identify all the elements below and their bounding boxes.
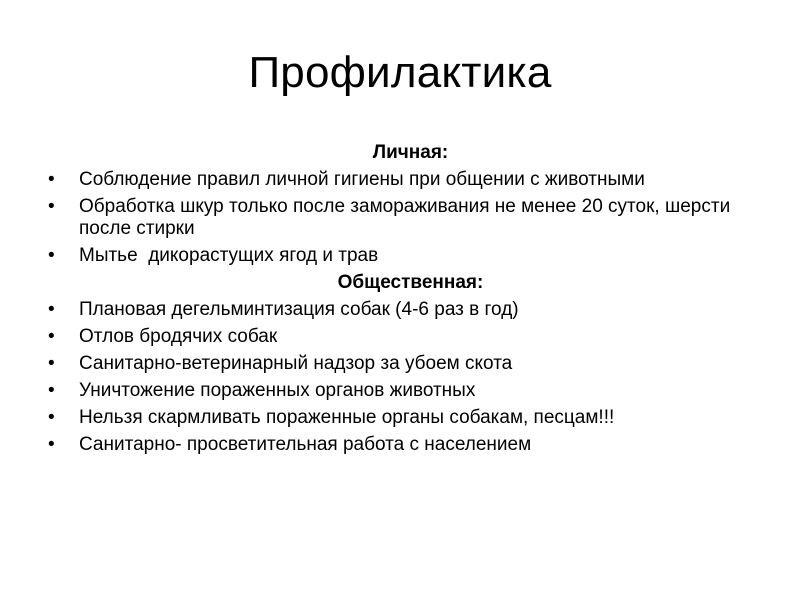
list-item	[48, 380, 748, 402]
list-item-text: Санитарно- просветительная работа с населением	[79, 434, 532, 455]
bullet-icon: •	[48, 169, 55, 190]
list-item	[48, 245, 748, 267]
bullet-list-personal	[48, 169, 748, 267]
list-item-text: Санитарно-ветеринарный надзор за убоем скота	[79, 353, 513, 374]
bullet-icon: •	[48, 434, 55, 455]
list-item	[48, 326, 748, 348]
bullet-icon: •	[48, 196, 55, 217]
list-item	[48, 169, 748, 191]
bullet-icon: •	[48, 353, 55, 374]
list-item-text: Уничтожение пораженных органов животных	[79, 380, 476, 401]
slide-content	[48, 142, 748, 461]
list-item	[48, 407, 748, 429]
slide-title: Профилактика	[248, 48, 552, 97]
section-heading-personal: Личная:	[372, 142, 449, 163]
section-personal	[48, 142, 748, 267]
bullet-icon: •	[48, 326, 55, 347]
list-item	[48, 299, 748, 321]
list-item-text: Мытье дикорастущих ягод и трав	[79, 245, 379, 266]
bullet-icon: •	[48, 245, 55, 266]
bullet-icon: •	[48, 380, 55, 401]
list-item	[48, 196, 748, 240]
list-item-text: Нельзя скармливать пораженные органы собакам, песцам!!!	[79, 407, 615, 428]
list-item	[48, 434, 748, 456]
list-item-text: Обработка шкур только после замораживания не менее 20 суток, шерсти после стирки	[79, 196, 731, 239]
list-item-text: Соблюдение правил личной гигиены при общении с животными	[79, 169, 645, 190]
list-item-text: Плановая дегельминтизация собак (4-6 раз в год)	[79, 299, 519, 320]
bullet-icon: •	[48, 299, 55, 320]
section-heading-public: Общественная:	[337, 272, 484, 293]
list-item-text: Отлов бродячих собак	[79, 326, 278, 347]
section-public	[48, 272, 748, 456]
list-item	[48, 353, 748, 375]
bullet-icon: •	[48, 407, 55, 428]
bullet-list-public	[48, 299, 748, 456]
